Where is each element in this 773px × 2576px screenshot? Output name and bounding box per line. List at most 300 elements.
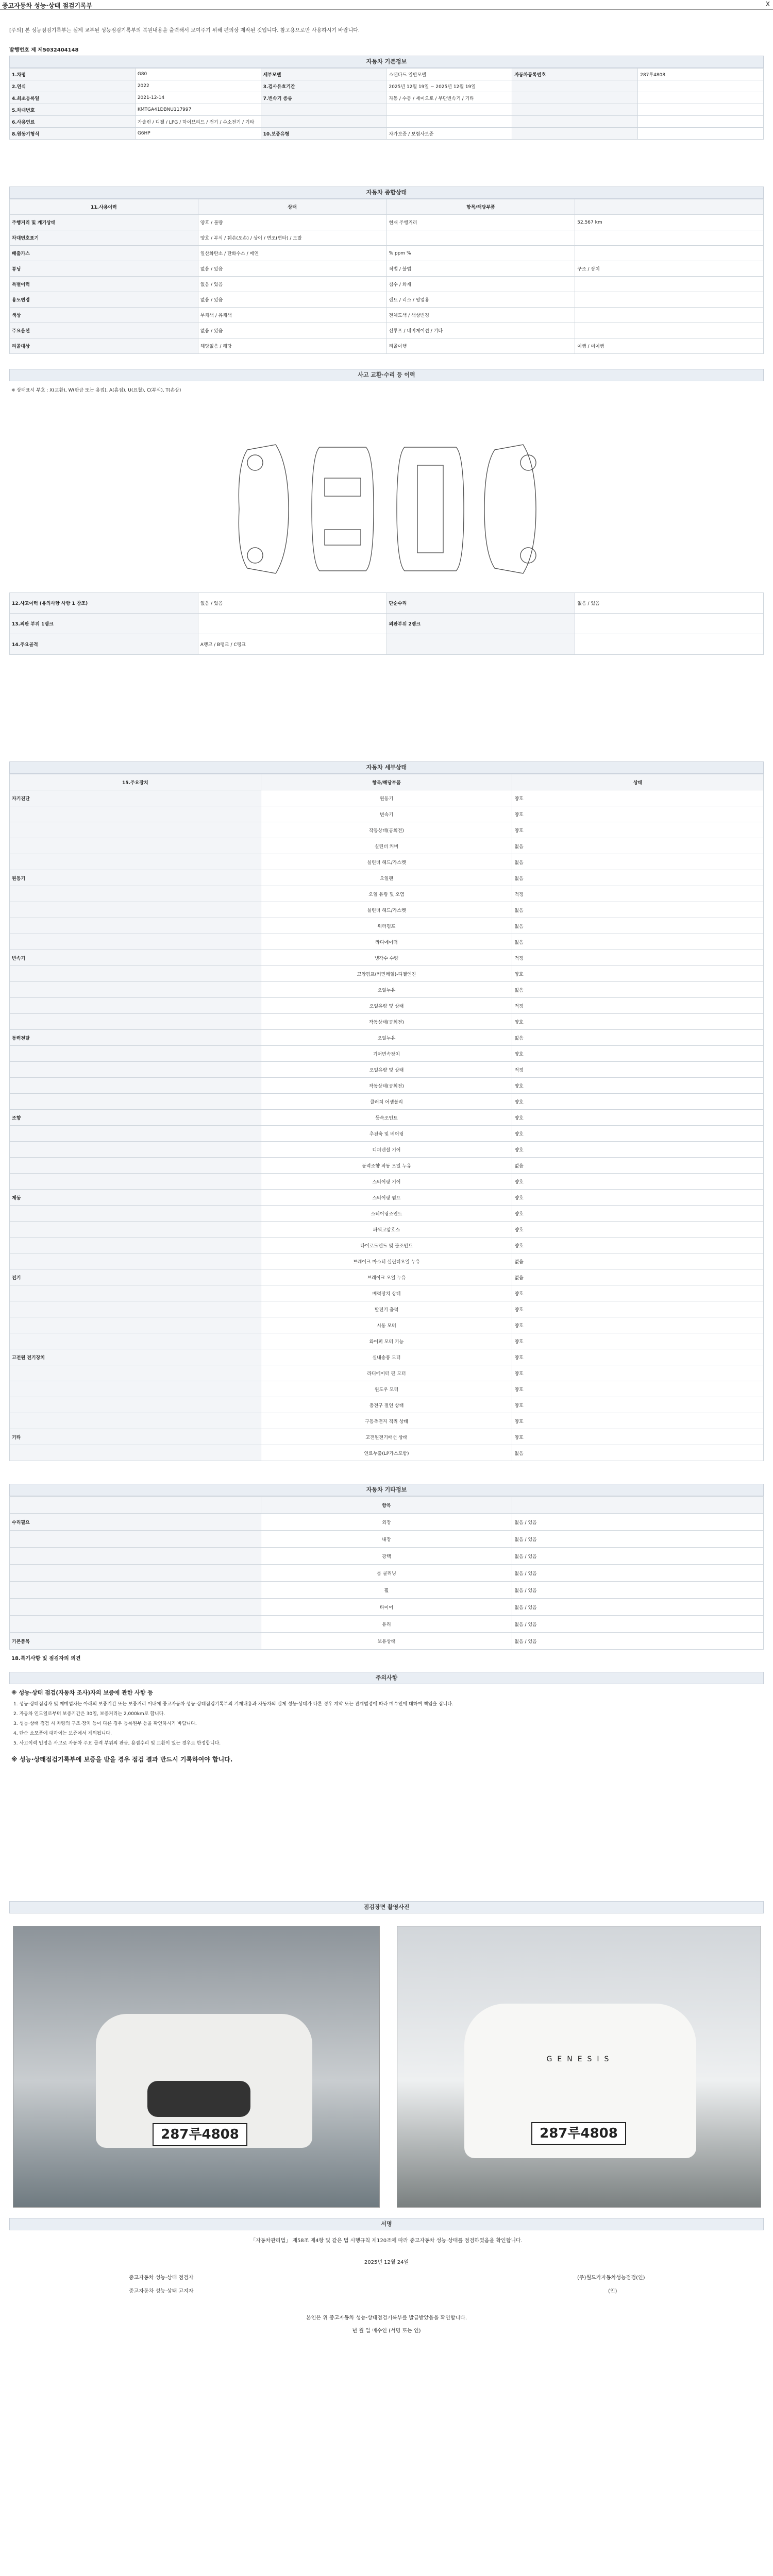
rear-window: [325, 530, 361, 545]
notes-header: 주의사항: [9, 1672, 764, 1684]
detail-status-cell: 없음: [512, 870, 764, 886]
notes-line: 2. 자동차 인도일로부터 보증기간은 30일, 보증거리는 2,000km로 합니다.: [13, 1711, 165, 1717]
detail-status-cell: 없음: [512, 1445, 764, 1461]
extra-head-row: [10, 1497, 764, 1514]
extra-cell: 휠: [261, 1582, 512, 1599]
detail-item-cell: 동력조향 작동 오일 누유: [261, 1158, 512, 1174]
detail-row: [10, 1142, 764, 1158]
general-row: [10, 277, 764, 292]
detail-group-cell: 전기: [10, 1269, 261, 1285]
detail-group-cell: [10, 966, 261, 982]
detail-status-cell: 적정: [512, 886, 764, 902]
damage-cell: 외판부위 2랭크: [386, 614, 575, 634]
sign-text: 「자동차관리법」 제58조 제4항 및 같은 법 시행규칙 제120조에 따라 중고자동차 성능·상태를 점검하였음을 확인합니다.: [250, 2238, 523, 2244]
detail-status-cell: 양호: [512, 1126, 764, 1142]
general-cell: 리콜대상: [10, 338, 198, 354]
detail-group-cell: [10, 998, 261, 1014]
detail-row: [10, 918, 764, 934]
detail-group-cell: 원동기: [10, 870, 261, 886]
detail-group-cell: 기타: [10, 1429, 261, 1445]
damage-cell: A랭크 / B랭크 / C랭크: [198, 634, 386, 655]
detail-group-cell: [10, 838, 261, 854]
extra-cell: 유리: [261, 1616, 512, 1633]
detail-group-cell: [10, 1046, 261, 1062]
notes-title: ※ 성능·상태 점검(자동차 조사)자의 보증에 관한 사항 등: [11, 1689, 153, 1696]
damage-rows: [9, 592, 764, 655]
general-cell: [575, 292, 764, 308]
basic-cell: [512, 116, 638, 128]
detail-status-cell: 양호: [512, 1429, 764, 1445]
detail-status-cell: 없음: [512, 1253, 764, 1269]
detail-item-cell: 배력장치 상태: [261, 1285, 512, 1301]
detail-group-cell: [10, 1285, 261, 1301]
damage-row: [10, 614, 764, 634]
basic-cell: [638, 116, 764, 128]
wheel-fr: [520, 455, 536, 470]
general-cell: 이행 / 미이행: [575, 338, 764, 354]
general-row: [10, 230, 764, 246]
detail-group-cell: [10, 1381, 261, 1397]
detail-item-cell: 등속조인트: [261, 1110, 512, 1126]
detail-group-cell: [10, 1222, 261, 1238]
general-cell: 튜닝: [10, 261, 198, 277]
detail-row: [10, 806, 764, 822]
detail-row: [10, 1062, 764, 1078]
detail-status-cell: 없음: [512, 1269, 764, 1285]
basic-cell: 4.최초등록일: [10, 92, 136, 104]
general-cell: 선루프 / 네비게이션 / 기타: [386, 323, 575, 338]
general-cell: 색상: [10, 308, 198, 323]
notes-section: [9, 1672, 764, 1769]
photo-rear: [397, 1926, 761, 2208]
detail-group-cell: [10, 1062, 261, 1078]
detail-row: [10, 1190, 764, 1206]
detail-item-cell: 오일 유량 및 오염: [261, 886, 512, 902]
detail-head-cell: 15.주요장치: [10, 774, 261, 790]
detail-row: [10, 1158, 764, 1174]
detail-group-cell: [10, 822, 261, 838]
photos-section: [9, 1901, 764, 1913]
extra-row: [10, 1548, 764, 1565]
extra-cell: [10, 1565, 261, 1582]
wheel-fl: [247, 455, 263, 470]
general-cell: 현재 주행거리: [386, 215, 575, 230]
detail-row: [10, 1397, 764, 1413]
detail-group-cell: [10, 1142, 261, 1158]
sign-section: [9, 2218, 764, 2230]
rear-badge: GENESIS: [546, 2055, 614, 2063]
damage-table: [9, 592, 764, 655]
detail-row: [10, 1285, 764, 1301]
general-row: [10, 323, 764, 338]
plate-front: 287루4808: [153, 2123, 247, 2146]
basic-cell: 2.연식: [10, 80, 136, 92]
extra-cell: 없음 / 있음: [512, 1616, 764, 1633]
extra-cell: 룸 클리닝: [261, 1565, 512, 1582]
detail-item-cell: 오일유량 및 상태: [261, 1062, 512, 1078]
general-cell: 없음 / 있음: [198, 323, 386, 338]
detail-item-cell: 오일누유: [261, 982, 512, 998]
detail-row: [10, 1094, 764, 1110]
damage-cell: [575, 614, 764, 634]
general-cell: [575, 323, 764, 338]
basic-section: [9, 56, 764, 140]
detail-group-cell: [10, 1397, 261, 1413]
damage-cell: 없음 / 있음: [575, 593, 764, 614]
basic-row: [10, 128, 764, 140]
basic-cell: G80: [135, 69, 261, 80]
detail-status-cell: 양호: [512, 1397, 764, 1413]
notes-body: [9, 1701, 764, 1748]
basic-cell: 7.변속기 종류: [261, 92, 386, 104]
detail-status-cell: 양호: [512, 1365, 764, 1381]
detail-group-cell: [10, 1014, 261, 1030]
general-cell: 용도변경: [10, 292, 198, 308]
damage-cell: [386, 634, 575, 655]
detail-row: [10, 998, 764, 1014]
close-icon[interactable]: X: [765, 1, 770, 8]
basic-cell: [638, 104, 764, 116]
notes-bold: ※ 성능·상태점검기록부에 보증을 받을 경우 점검 결과 반드시 기록하여야 합니다.: [11, 1756, 233, 1763]
detail-row: [10, 1269, 764, 1285]
detail-row: [10, 1333, 764, 1349]
damage-cell: 13.외판 부위 1랭크: [10, 614, 198, 634]
general-row: [10, 308, 764, 323]
notes-line: 1. 성능·상태점검자 및 매매업자는 아래의 보증기간 또는 보증거리 이내에 중고자동차 성능·상태점검기록부의 기재내용과 자동차의 실제 성능·상태가 다른 경우 계약 또는 관계법령에 따라 매수인에 대하여 책임을 집니다.: [13, 1702, 453, 1707]
notice-text: [주의] 본 성능점검기록부는 실제 교부된 성능점검기록부의 복원내용을 출력해서 보여주기 위해 편의상 제작된 것입니다. 참고용으로만 사용하시기 바랍니다.: [9, 28, 360, 33]
extra-cell: 없음 / 있음: [512, 1565, 764, 1582]
basic-cell: [512, 128, 638, 140]
extra-head-cell: [512, 1497, 764, 1514]
extra-cell: 없음 / 있음: [512, 1582, 764, 1599]
cert-number-value: 제5032404148: [38, 47, 79, 53]
detail-item-cell: 작동상태(공회전): [261, 1014, 512, 1030]
car-diagram: [227, 434, 546, 584]
basic-header: 자동차 기본정보: [9, 56, 764, 68]
general-cell: 주행거리 및 계기상태: [10, 215, 198, 230]
detail-row: [10, 1413, 764, 1429]
extra-row: [10, 1599, 764, 1616]
extra-cell: 외장: [261, 1514, 512, 1531]
general-cell: 특별이력: [10, 277, 198, 292]
car-top: [312, 447, 374, 571]
detail-row: [10, 1110, 764, 1126]
damage-row: [10, 634, 764, 655]
detail-row: [10, 1046, 764, 1062]
detail-status-cell: 양호: [512, 1046, 764, 1062]
detail-row: [10, 870, 764, 886]
extra-row: [10, 1633, 764, 1650]
detail-item-cell: 구동축전지 격리 상태: [261, 1413, 512, 1429]
general-table: [9, 199, 764, 354]
detail-item-cell: 냉각수 수량: [261, 950, 512, 966]
detail-group-cell: [10, 1078, 261, 1094]
detail-row: [10, 822, 764, 838]
general-cell: 없음 / 있음: [198, 277, 386, 292]
basic-cell: 2025년 12월 19일 ~ 2025년 12월 19일: [386, 80, 512, 92]
general-head-cell: 11.사용이력: [10, 199, 198, 215]
extra-cell: 없음 / 있음: [512, 1531, 764, 1548]
basic-cell: 1.차명: [10, 69, 136, 80]
general-head-row: [10, 199, 764, 215]
extra-note: 18.특기사항 및 점검자의 의견: [11, 1656, 81, 1662]
general-cell: [575, 277, 764, 292]
extra-row: [10, 1582, 764, 1599]
general-head-cell: 상태: [198, 199, 386, 215]
detail-group-cell: [10, 806, 261, 822]
extra-cell: 타이어: [261, 1599, 512, 1616]
detail-group-cell: [10, 1445, 261, 1461]
basic-cell: [261, 116, 386, 128]
detail-status-cell: 양호: [512, 966, 764, 982]
detail-item-cell: 오일유량 및 상태: [261, 998, 512, 1014]
sign-bottom: 본인은 위 중고자동차 성능·상태점검기록부를 발급받았음을 확인합니다.: [306, 2315, 467, 2321]
extra-section: [9, 1484, 764, 1666]
detail-status-cell: 양호: [512, 1190, 764, 1206]
detail-item-cell: 브레이크 마스터 실린더오일 누유: [261, 1253, 512, 1269]
detail-head-row: [10, 774, 764, 790]
detail-group-cell: [10, 1158, 261, 1174]
general-row: [10, 215, 764, 230]
detail-row: [10, 886, 764, 902]
detail-group-cell: 조향: [10, 1110, 261, 1126]
photo-front: [13, 1926, 380, 2208]
detail-group-cell: [10, 1174, 261, 1190]
detail-group-cell: [10, 1094, 261, 1110]
general-cell: 무채색 / 유채색: [198, 308, 386, 323]
basic-cell: 2022: [135, 80, 261, 92]
detail-status-cell: 양호: [512, 1238, 764, 1253]
detail-row: [10, 1317, 764, 1333]
general-cell: 배출가스: [10, 246, 198, 261]
general-cell: [575, 230, 764, 246]
detail-status-cell: 양호: [512, 1142, 764, 1158]
extra-head-cell: [10, 1497, 261, 1514]
detail-status-cell: 양호: [512, 1285, 764, 1301]
notes-line: 5. 사고이력 인정은 사고로 자동차 주요 골격 부위의 판금, 용접수리 및 교환이 있는 경우로 한정합니다.: [13, 1741, 221, 1746]
basic-cell: [512, 80, 638, 92]
detail-item-cell: 충전구 절연 상태: [261, 1397, 512, 1413]
basic-cell: 3.검사유효기간: [261, 80, 386, 92]
detail-status-cell: 양호: [512, 822, 764, 838]
detail-row: [10, 790, 764, 806]
general-cell: 양호 / 부식 / 훼손(오손) / 상이 / 변조(변타) / 도말: [198, 230, 386, 246]
detail-item-cell: 고전원전기배선 상태: [261, 1429, 512, 1445]
detail-group-cell: [10, 854, 261, 870]
general-cell: 렌트 / 리스 / 영업용: [386, 292, 575, 308]
detail-item-cell: 오일팬: [261, 870, 512, 886]
general-cell: 구조 / 장치: [575, 261, 764, 277]
detail-status-cell: 없음: [512, 854, 764, 870]
detail-status-cell: 양호: [512, 1222, 764, 1238]
basic-cell: 2021-12-14: [135, 92, 261, 104]
detail-row: [10, 1206, 764, 1222]
basic-row: [10, 104, 764, 116]
window-title: 중고자동차 성능·상태 점검기록부: [2, 2, 93, 9]
cert-number: 발행번호 제 제5032404148: [9, 47, 79, 53]
extra-row: [10, 1514, 764, 1531]
detail-item-cell: 스티어링조인트: [261, 1206, 512, 1222]
detail-status-cell: 양호: [512, 1333, 764, 1349]
detail-status-cell: 없음: [512, 934, 764, 950]
basic-row: [10, 80, 764, 92]
wheel-rl: [247, 548, 263, 563]
basic-row: [10, 69, 764, 80]
basic-cell: 스탠다드 일반모델: [386, 69, 512, 80]
detail-row: [10, 1126, 764, 1142]
damage-section: [9, 369, 764, 398]
detail-item-cell: 와이퍼 모터 기능: [261, 1333, 512, 1349]
windshield: [325, 478, 361, 496]
detail-status-cell: 없음: [512, 1030, 764, 1046]
detail-item-cell: 실내송풍 모터: [261, 1349, 512, 1365]
detail-item-cell: 라디에이터: [261, 934, 512, 950]
sign-date: 2025년 12월 24일: [364, 2260, 409, 2265]
detail-row: [10, 950, 764, 966]
detail-row: [10, 1078, 764, 1094]
detail-row: [10, 934, 764, 950]
detail-item-cell: 연료누출(LP가스포함): [261, 1445, 512, 1461]
detail-status-cell: 없음: [512, 902, 764, 918]
extra-cell: 없음 / 있음: [512, 1514, 764, 1531]
damage-cell: 단순수리: [386, 593, 575, 614]
general-row: [10, 292, 764, 308]
general-header: 자동차 종합상태: [9, 187, 764, 199]
extra-cell: [10, 1616, 261, 1633]
detail-group-cell: 자기진단: [10, 790, 261, 806]
general-cell: 없음 / 있음: [198, 292, 386, 308]
detail-item-cell: 실린더 커버: [261, 838, 512, 854]
detail-item-cell: 라디에이터 팬 모터: [261, 1365, 512, 1381]
extra-cell: 없음 / 있음: [512, 1599, 764, 1616]
basic-cell: [638, 92, 764, 104]
detail-status-cell: 양호: [512, 1381, 764, 1397]
detail-row: [10, 1349, 764, 1365]
basic-cell: 자동 / 수동 / 세미오토 / 무단변속기 / 기타: [386, 92, 512, 104]
detail-row: [10, 1253, 764, 1269]
detail-item-cell: 고압펌프(커먼레일)-디젤엔진: [261, 966, 512, 982]
basic-table: [9, 68, 764, 140]
detail-group-cell: [10, 1333, 261, 1349]
detail-section: [9, 761, 764, 1461]
damage-cell: 14.주요골격: [10, 634, 198, 655]
extra-header: 자동차 기타정보: [9, 1484, 764, 1496]
car-right-side: [484, 445, 536, 573]
detail-group-cell: [10, 982, 261, 998]
basic-cell: 자동차등록번호: [512, 69, 638, 80]
basic-cell: 자가보증 / 보험사보증: [386, 128, 512, 140]
basic-cell: 287루4808: [638, 69, 764, 80]
notes-line: 4. 단순 소모품에 대하여는 보증에서 제외됩니다.: [13, 1731, 112, 1736]
notes-line: 3. 성능·상태 점검 시 차량의 구조·장치 등이 다른 경우 등록원부 등을 확인하시기 바랍니다.: [13, 1721, 197, 1726]
detail-group-cell: 고전원 전기장치: [10, 1349, 261, 1365]
extra-cell: [10, 1548, 261, 1565]
basic-row: [10, 92, 764, 104]
detail-item-cell: 실린더 헤드/가스켓: [261, 902, 512, 918]
detail-row: [10, 1301, 764, 1317]
general-cell: [575, 246, 764, 261]
extra-cell: [10, 1582, 261, 1599]
detail-head-cell: 상태: [512, 774, 764, 790]
detail-row: [10, 966, 764, 982]
basic-cell: 8.원동기형식: [10, 128, 136, 140]
detail-row: [10, 854, 764, 870]
detail-group-cell: [10, 918, 261, 934]
general-cell: % ppm %: [386, 246, 575, 261]
extra-table: [9, 1496, 764, 1650]
detail-item-cell: 디퍼렌셜 기어: [261, 1142, 512, 1158]
detail-group-cell: [10, 1365, 261, 1381]
detail-row: [10, 838, 764, 854]
detail-status-cell: 양호: [512, 1206, 764, 1222]
detail-table: [9, 774, 764, 1461]
detail-row: [10, 1445, 764, 1461]
wheel-rr: [520, 548, 536, 563]
detail-header: 자동차 세부상태: [9, 761, 764, 774]
detail-group-cell: [10, 1413, 261, 1429]
sign-header: 서명: [9, 2218, 764, 2230]
extra-cell: 광택: [261, 1548, 512, 1565]
detail-row: [10, 1174, 764, 1190]
detail-group-cell: [10, 886, 261, 902]
detail-row: [10, 902, 764, 918]
basic-cell: 가솔린 / 디젤 / LPG / 하이브리드 / 전기 / 수소전기 / 기타: [135, 116, 261, 128]
damage-cell: 없음 / 있음: [198, 593, 386, 614]
general-cell: [575, 308, 764, 323]
detail-status-cell: 양호: [512, 806, 764, 822]
extra-cell: 기본품목: [10, 1633, 261, 1650]
detail-status-cell: 양호: [512, 1349, 764, 1365]
detail-head-cell: 항목/해당부품: [261, 774, 512, 790]
detail-group-cell: [10, 1126, 261, 1142]
detail-group-cell: [10, 1238, 261, 1253]
detail-status-cell: 양호: [512, 790, 764, 806]
detail-item-cell: 작동상태(공회전): [261, 822, 512, 838]
general-section: [9, 187, 764, 354]
detail-row: [10, 1222, 764, 1238]
general-head-cell: 항목/해당부품: [386, 199, 575, 215]
detail-row: [10, 1429, 764, 1445]
detail-row: [10, 1014, 764, 1030]
basic-cell: [386, 116, 512, 128]
general-cell: 52,567 km: [575, 215, 764, 230]
sign-right-1: (주)월드카자동차성능점검(인): [577, 2275, 645, 2281]
car-frame: [397, 447, 464, 571]
detail-item-cell: 원동기: [261, 790, 512, 806]
detail-group-cell: [10, 902, 261, 918]
sign-fields: 년 월 일 매수인 (서명 또는 인): [352, 2328, 421, 2334]
detail-group-cell: 제동: [10, 1190, 261, 1206]
detail-status-cell: 양호: [512, 1094, 764, 1110]
detail-item-cell: 시동 모터: [261, 1317, 512, 1333]
basic-cell: 세부모델: [261, 69, 386, 80]
detail-status-cell: 적정: [512, 998, 764, 1014]
detail-item-cell: 브레이크 오일 누유: [261, 1269, 512, 1285]
basic-cell: [638, 80, 764, 92]
basic-cell: 5.차대번호: [10, 104, 136, 116]
detail-status-cell: 양호: [512, 1174, 764, 1190]
general-cell: 없음 / 있음: [198, 261, 386, 277]
detail-status-cell: 없음: [512, 1158, 764, 1174]
basic-cell: [512, 92, 638, 104]
detail-group-cell: [10, 1317, 261, 1333]
detail-group-cell: [10, 1253, 261, 1269]
detail-item-cell: 오일누유: [261, 1030, 512, 1046]
extra-row: [10, 1565, 764, 1582]
general-row: [10, 338, 764, 354]
general-row: [10, 261, 764, 277]
general-cell: 차대번호표기: [10, 230, 198, 246]
